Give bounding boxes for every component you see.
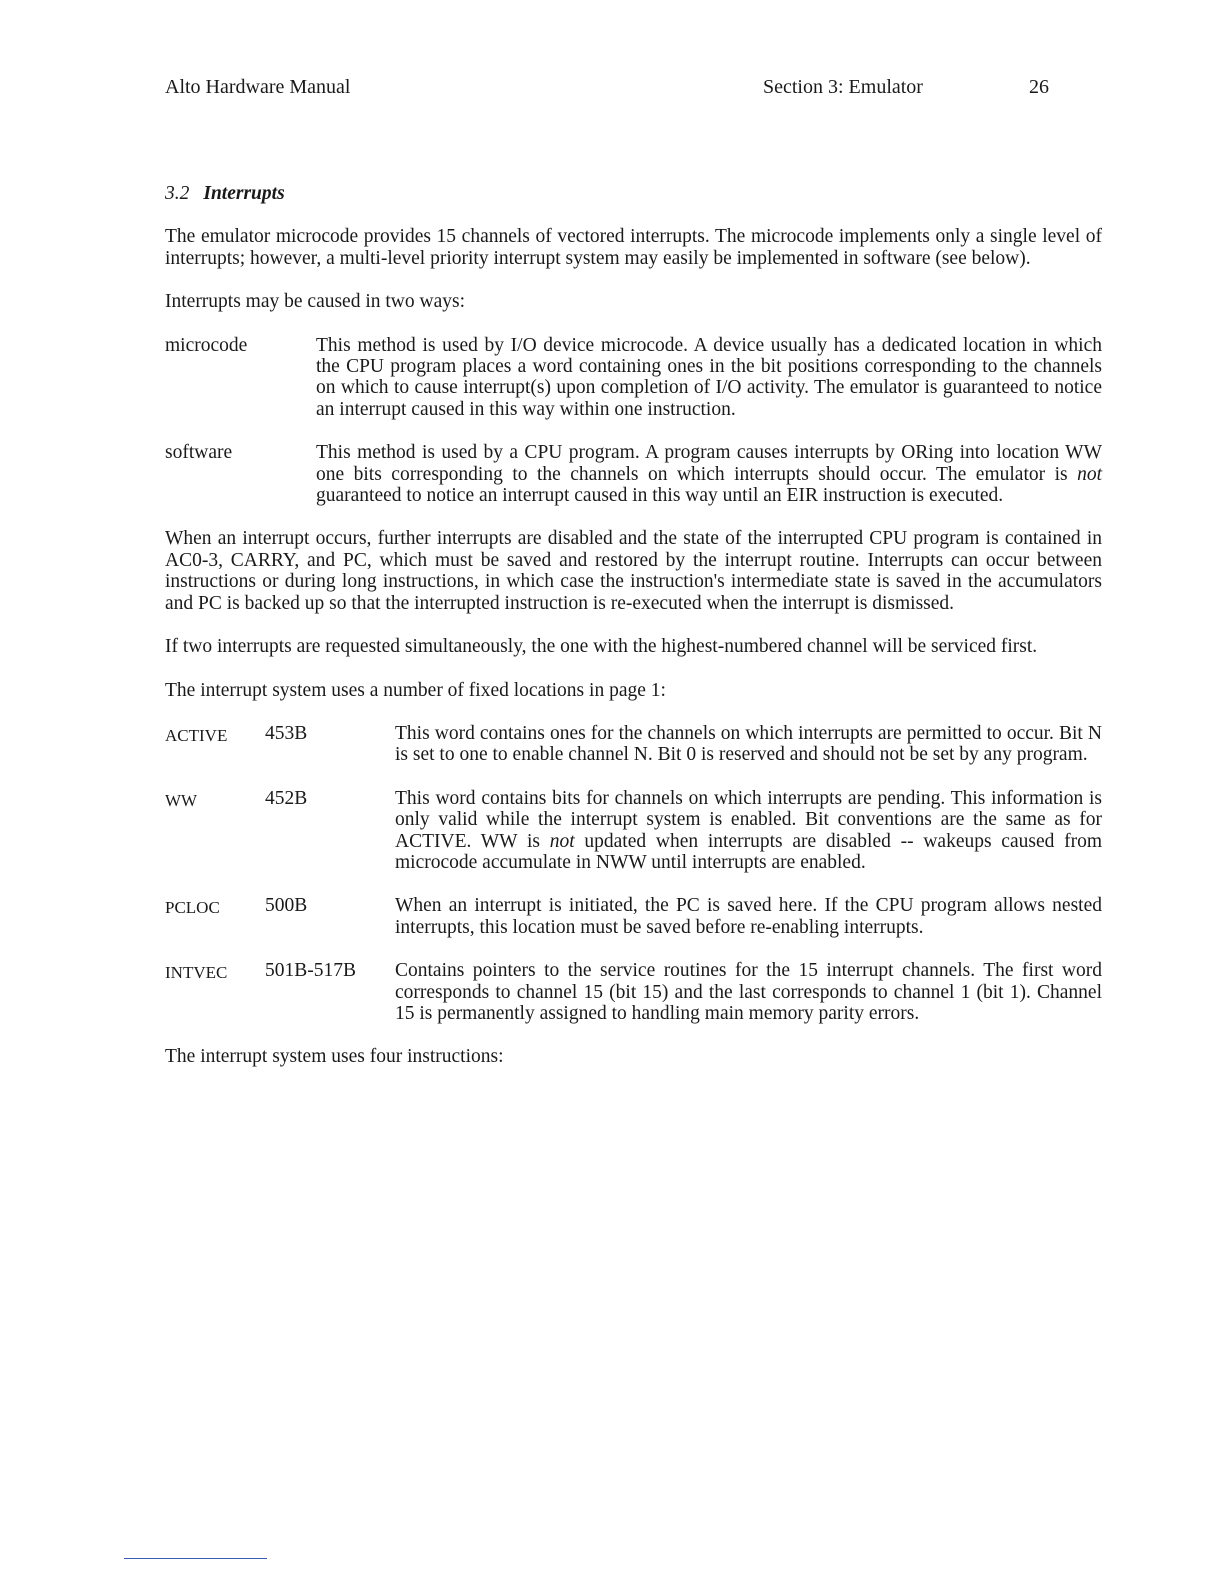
location-text-part: updated when interrupts are disabled -- wakeups caused from microcode accumulate in NWW until interrupts are enabled. <box>395 830 1103 873</box>
location-address: 452B <box>265 787 308 809</box>
definition-text <box>316 442 1102 506</box>
location-description <box>395 788 1102 874</box>
location-name: ACTIVE <box>165 725 228 745</box>
location-description: Contains pointers to the service routines for the 15 interrupt channels. The first word corresponds to channel 15 (bit 15) and the last corresponds to channel 1 (bit 1). Channel 15 is permanently assigned to handling main memory parity errors. <box>395 960 1102 1024</box>
definition-term: microcode <box>165 334 248 356</box>
location-name: WW <box>165 790 198 810</box>
emphasis: not <box>549 830 575 852</box>
document-page <box>165 0 1102 1584</box>
location-ww <box>165 788 1102 874</box>
definition-software <box>165 442 1102 506</box>
location-address: 501B-517B <box>265 960 357 982</box>
location-intvec <box>165 960 1102 1024</box>
location-active <box>165 723 1102 766</box>
instructions-intro-paragraph: The interrupt system uses four instructions: <box>165 1046 504 1068</box>
footnote-divider <box>124 1558 267 1559</box>
location-name: PCLOC <box>165 898 220 918</box>
section-label: Section 3: Emulator <box>763 76 923 98</box>
section-title: Interrupts <box>203 183 285 204</box>
location-description: This word contains ones for the channels on which interrupts are permitted to occur. Bit N is set to one to enable channel N. Bit 0 is reserved and should not be set by any program. <box>395 722 1102 766</box>
location-address: 453B <box>265 722 308 744</box>
page-body <box>165 183 1102 1090</box>
section-number: 3.2 <box>165 183 190 204</box>
ways-intro-paragraph: Interrupts may be caused in two ways: <box>165 291 466 313</box>
interrupt-occurs-paragraph: When an interrupt occurs, further interrupts are disabled and the state of the interrupted CPU program is contained in AC0-3, CARRY, and PC, which must be saved and restored by the interrupt routine. Interrupts can occur between instructions or during long instructions, in which case the instruction's intermediate state is saved in the accumulators and PC is backed up so that the interrupted instruction is re-executed when the interrupt is dismissed. <box>165 528 1102 614</box>
location-name: INTVEC <box>165 963 228 983</box>
definition-text: This method is used by I/O device microcode. A device usually has a dedicated location in which the CPU program places a word containing ones in the bit positions corresponding to the channels on which to cause interrupt(s) upon completion of I/O activity. The emulator is guaranteed to notice an interrupt caused in this way within one instruction. <box>316 334 1102 420</box>
locations-intro-paragraph: The interrupt system uses a number of fixed locations in page 1: <box>165 679 666 701</box>
definition-text-part: guaranteed to notice an interrupt caused in this way until an EIR instruction is executed. <box>316 485 1004 507</box>
location-description: When an interrupt is initiated, the PC is saved here. If the CPU program allows nested interrupts, this location must be saved before re-enabling interrupts. <box>395 895 1102 938</box>
definition-term: software <box>165 442 233 464</box>
definition-microcode <box>165 335 1102 421</box>
manual-title: Alto Hardware Manual <box>165 76 351 98</box>
page-number: 26 <box>1029 76 1049 98</box>
section-heading <box>165 183 1102 204</box>
location-pcloc <box>165 895 1102 938</box>
location-text-part: This word contains bits for channels on which interrupts are pending. This information is only valid while the interrupt system is enabled. Bit conventions are the same as for ACTIVE. WW is <box>395 787 1102 852</box>
definition-text-part: This method is used by a CPU program. A program causes interrupts by ORing into location WW one bits corresponding to the channels on which interrupts should occur. The emulator is <box>316 442 1102 485</box>
location-address: 500B <box>265 895 308 917</box>
emphasis: not <box>1077 463 1103 485</box>
simultaneous-paragraph: If two interrupts are requested simultaneously, the one with the highest-numbered channel will be serviced first. <box>165 636 1038 658</box>
intro-paragraph: The emulator microcode provides 15 channels of vectored interrupts. The microcode implements only a single level of interrupts; however, a multi-level priority interrupt system may easily be implemented in software (see below). <box>165 226 1102 269</box>
